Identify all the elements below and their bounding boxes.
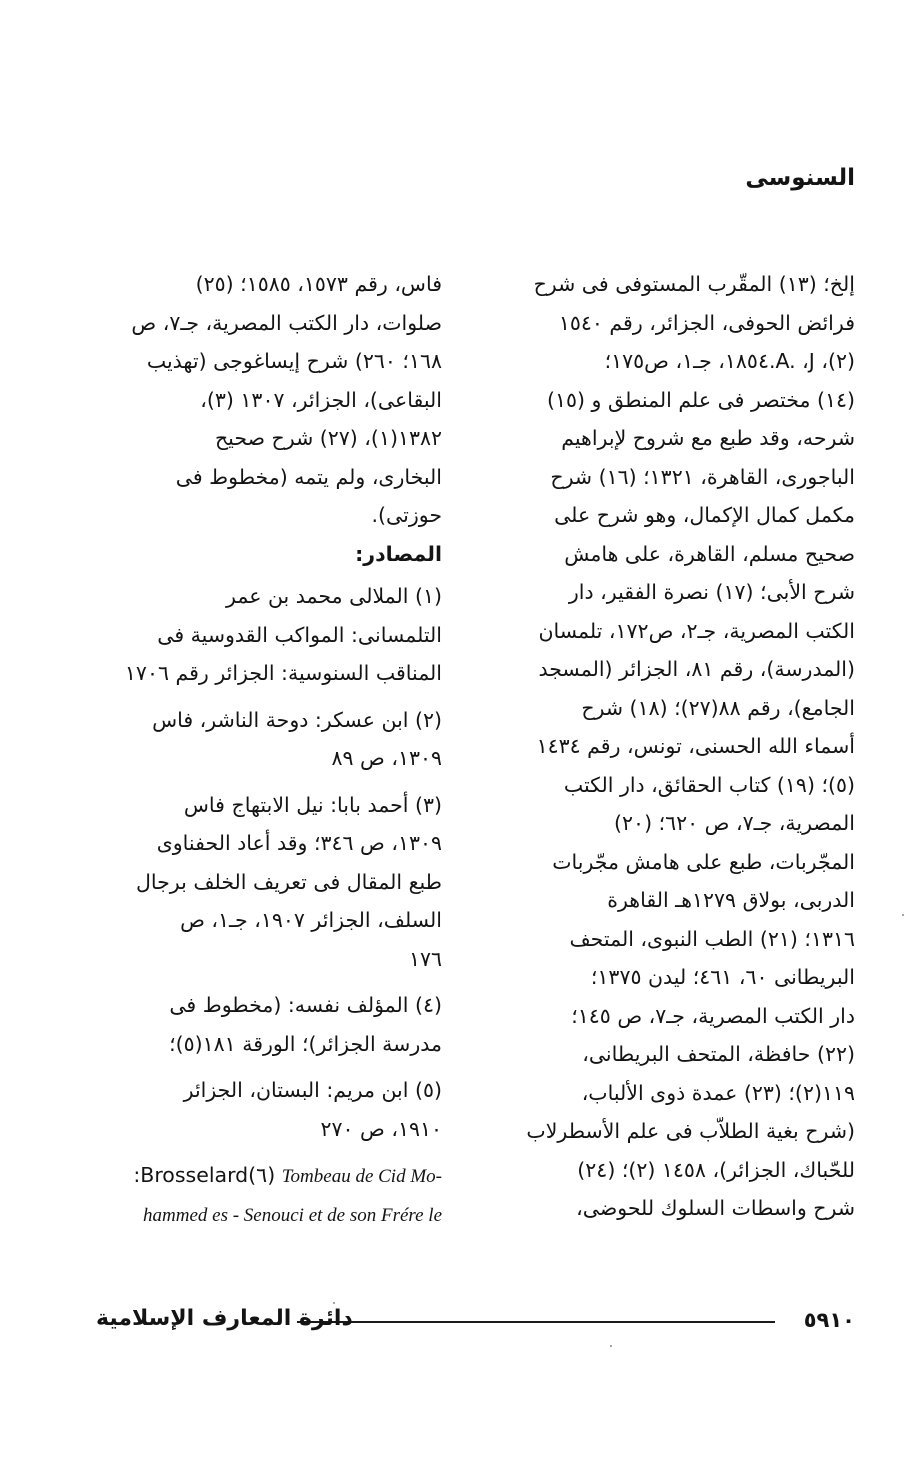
source-entry (87, 701, 442, 778)
text-line: الكتب المصرية، جـ٢، ص١٧٢، تلمسان (538, 618, 855, 643)
text-line: التلمسانى: المواكب القدوسية فى (157, 622, 442, 647)
text-line: (٢٢) حافظة، المتحف البريطانى، (582, 1042, 855, 1066)
latin-text: Tombeau de Cid Mo- (281, 1166, 442, 1187)
text-line: (شرح بغية الطلاّب فى علم الأسطرلاب (526, 1119, 855, 1143)
scan-speck (333, 1302, 335, 1304)
text-line: إلخ؛ (١٣) المقّرب المستوفى فى شرح (533, 272, 855, 296)
text-line: الجامع)، رقم ٨٨(٢٧)؛ (١٨) شرح (581, 695, 855, 720)
text-line: ١١٩(٢)؛ (٢٣) عمدة ذوى الألباب، (581, 1080, 855, 1105)
page-number: ٥٩١٠ (803, 1308, 855, 1332)
text-line: ١٩١٠، ص ٢٧٠ (320, 1116, 442, 1141)
text-line: البخارى، ولم يتمه (مخطوط فى (175, 464, 442, 489)
text-line: فرائض الحوفى، الجزائر، رقم ١٥٤٠ (558, 310, 855, 335)
text-line: ١٣٠٩، ص ٨٩ (331, 746, 442, 770)
scan-speck (610, 1345, 612, 1347)
text-line: دار الكتب المصرية، جـ٧، ص ١٤٥؛ (571, 1003, 855, 1028)
source-entry (87, 577, 442, 693)
text-line: (٢)، A. ،J.١٨٥٤، جـ١، ص١٧٥؛ (604, 349, 855, 373)
source-entry (87, 1071, 442, 1148)
text-line: البقاعى)، الجزائر، ١٣٠٧ (٣)، (200, 387, 442, 412)
text-line: مكمل كمال الإكمال، وهو شرح على (554, 503, 855, 527)
text-line: (٥) ابن مريم: البستان، الجزائر (183, 1078, 442, 1102)
text-line: حوزتى). (371, 503, 442, 527)
text-line: شرح الأبى؛ (١٧) نصرة الفقير، دار (568, 580, 855, 604)
text-line: ١٣١٦؛ (٢١) الطب النبوى، المتحف (569, 926, 855, 951)
journal-title: دائرة المعارف الإسلامية (96, 1306, 353, 1331)
text-line: (٢) ابن عسكر: دوحة الناشر، فاس (152, 707, 442, 732)
text-line: ١٣٠٩، ص ٣٤٦؛ وقد أعاد الحفناوى (156, 831, 442, 855)
source-entry (87, 1156, 442, 1235)
text-line: (١) الملالى محمد بن عمر (226, 584, 442, 608)
text-line: الباجورى، القاهرة، ١٣٢١؛ (١٦) شرح (550, 464, 855, 489)
text-line: المناقب السنوسية: الجزائر رقم ١٧٠٦ (124, 661, 442, 685)
source-number: (٦)Brosselard: (133, 1163, 276, 1187)
sources-heading: المصادر: (355, 541, 442, 566)
text-line: (٥)؛ (١٩) كتاب الحقائق، دار الكتب (563, 772, 855, 797)
text-line: أسماء الله الحسنى، تونس، رقم ١٤٣٤ (536, 734, 855, 758)
text-line: البريطانى ٦٠، ٤٦١؛ ليدن ١٣٧٥؛ (590, 965, 855, 989)
text-line: السلف، الجزائر ١٩٠٧، جـ١، ص (180, 908, 442, 932)
source-entry (87, 986, 442, 1063)
latin-text: hammed es - Senouci et de son Frére le (143, 1204, 442, 1226)
text-line: المجّربات، طبع على هامش مجّربات (552, 849, 855, 874)
right-column (499, 265, 855, 1228)
text-line: ١٣٨٢(١)، (٢٧) شرح صحيح (214, 426, 442, 450)
text-line: (١٤) مختصر فى علم المنطق و (١٥) (547, 387, 855, 412)
text-line: طبع المقال فى تعريف الخلف برجال (135, 869, 442, 894)
text-line: صحيح مسلم، القاهرة، على هامش (564, 541, 855, 566)
text-line: ١٦٨؛ ٢٦٠) شرح إيساغوجى (تهذيب (146, 349, 442, 373)
page-header-title: السنوسى (745, 165, 855, 191)
scan-speck (902, 914, 904, 916)
text-line: شرحه، وقد طبع مع شروح لإبراهيم (561, 426, 855, 450)
text-line (87, 1156, 442, 1197)
text-line: (المدرسة)، رقم ٨١، الجزائر (المسجد (538, 657, 855, 681)
source-entry (87, 786, 442, 979)
text-line: ١٧٦ (408, 946, 442, 971)
left-column (87, 265, 442, 1235)
text-line: (٤) المؤلف نفسه: (مخطوط فى (169, 993, 442, 1017)
text-line: الدربى، بولاق ١٢٧٩هـ القاهرة (607, 888, 855, 912)
text-line: (٣) أحمد بابا: نيل الابتهاج فاس (183, 792, 442, 817)
text-line: فاس، رقم ١٥٧٣، ١٥٨٥؛ (٢٥) (195, 272, 442, 296)
footer-divider (297, 1321, 775, 1323)
text-line: صلوات، دار الكتب المصرية، جـ٧، ص (131, 310, 442, 335)
text-line: المصرية، جـ٧، ص ٦٢٠؛ (٢٠) (614, 811, 855, 835)
text-line: مدرسة الجزائر)؛ الورقة ١٨١(٥)؛ (169, 1031, 442, 1056)
text-line: شرح واسطات السلوك للحوضى، (576, 1196, 855, 1220)
text-line: للحّباك، الجزائر)، ١٤٥٨ (٢)؛ (٢٤) (577, 1157, 855, 1182)
